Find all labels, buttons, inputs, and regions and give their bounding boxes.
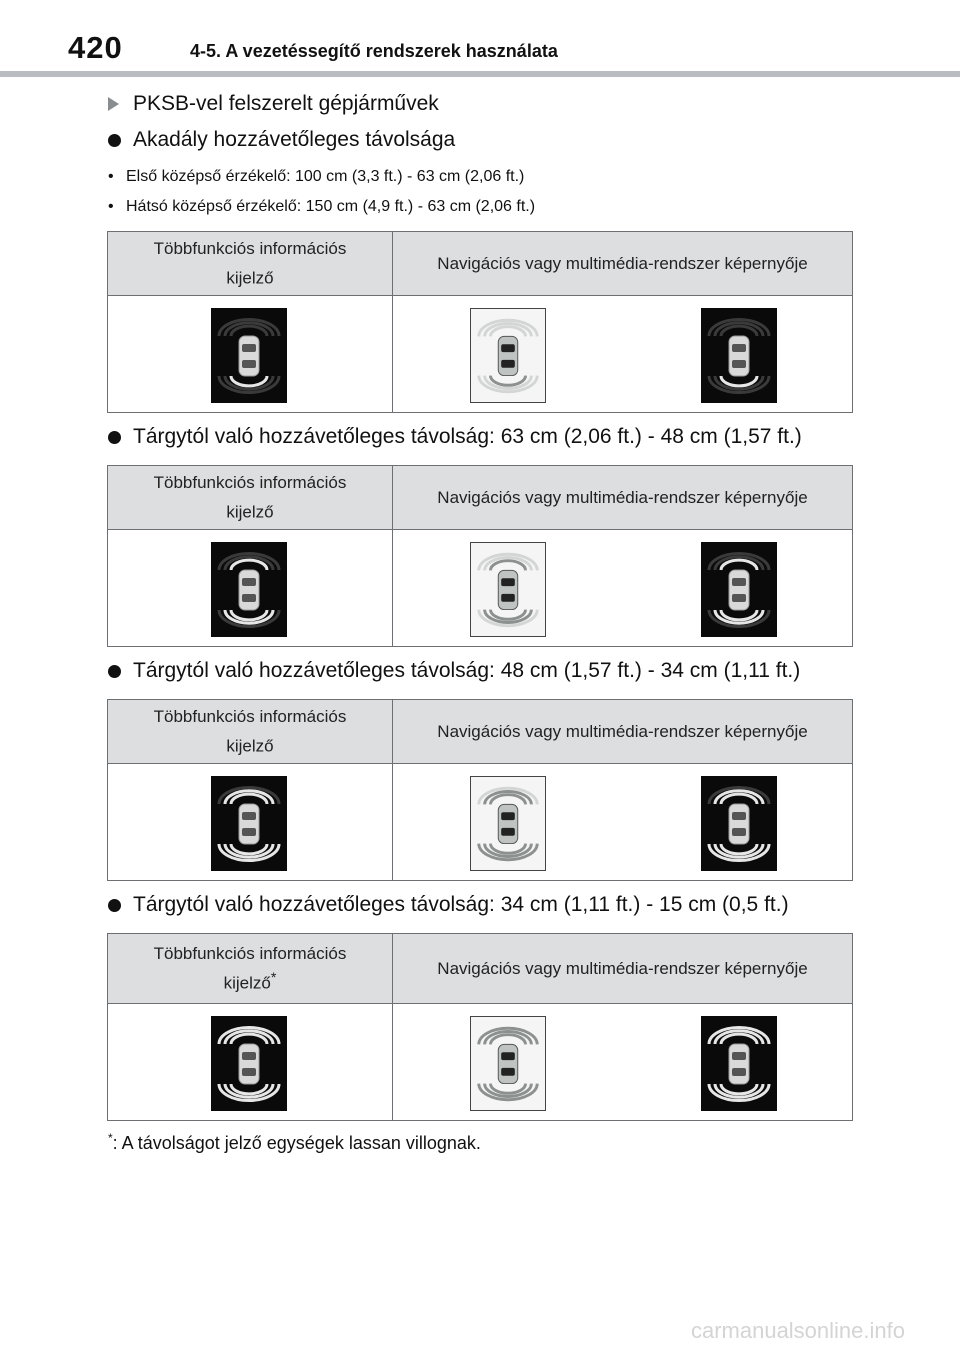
distance-heading-text: Akadály hozzávetőleges távolsága	[133, 128, 456, 151]
bullet-item: • Első középső érzékelő: 100 cm (3,3 ft.) - 63 cm (2,06 ft.)	[108, 168, 525, 185]
table-header-nav: Navigációs vagy multimédia-rendszer képernyője	[393, 700, 853, 764]
nav-car-image-light	[470, 776, 546, 871]
bullet-dot-icon	[108, 665, 121, 678]
watermark: carmanualsonline.info	[690, 1318, 905, 1343]
table-header-mid: Többfunkciós információs kijelző*	[108, 934, 393, 1004]
page-number: 420	[68, 30, 123, 65]
car-top-view-icon	[471, 1017, 545, 1110]
car-top-view-icon	[701, 542, 777, 637]
car-top-view-icon	[211, 308, 287, 403]
nav-car-image-dark	[701, 308, 777, 403]
car-top-view-icon	[471, 309, 545, 402]
mid-display-cell	[108, 296, 393, 413]
display-table	[107, 231, 853, 413]
nav-car-image-dark	[701, 542, 777, 637]
nav-display-cell	[393, 764, 853, 881]
car-top-view-icon	[211, 1016, 287, 1111]
footnote-marker: *	[270, 970, 277, 987]
nav-display-cell	[393, 1004, 853, 1121]
display-table	[107, 933, 853, 1121]
mid-display-cell	[108, 1004, 393, 1121]
distance-heading-text: Tárgytól való hozzávetőleges távolság: 34 cm (1,11 ft.) - 15 cm (0,5 ft.)	[133, 893, 789, 916]
bullet-dot-icon	[108, 899, 121, 912]
table-header-mid: Többfunkciós információs kijelző	[108, 232, 393, 296]
car-top-view-icon	[211, 542, 287, 637]
car-top-view-icon	[701, 776, 777, 871]
nav-car-image-light	[470, 1016, 546, 1111]
nav-car-image-light	[470, 542, 546, 637]
bullet-text: Hátsó középső érzékelő: 150 cm (4,9 ft.) - 63 cm (2,06 ft.)	[126, 198, 536, 215]
mid-car-image	[211, 776, 287, 871]
nav-car-image-dark	[701, 776, 777, 871]
distance-heading	[108, 893, 789, 917]
nav-display-cell	[393, 530, 853, 647]
car-top-view-icon	[701, 308, 777, 403]
table-header-nav: Navigációs vagy multimédia-rendszer képernyője	[393, 466, 853, 530]
distance-heading	[108, 128, 455, 152]
footnote-marker: *	[108, 1131, 113, 1145]
chapter-title: 4-5. A vezetéssegítő rendszerek használata	[190, 41, 558, 61]
distance-heading-text: Tárgytól való hozzávetőleges távolság: 48 cm (1,57 ft.) - 34 cm (1,11 ft.)	[133, 659, 801, 682]
arrow-right-icon	[108, 97, 119, 111]
car-top-view-icon	[471, 543, 545, 636]
footnote	[108, 1131, 481, 1154]
mid-car-image	[211, 542, 287, 637]
table-header-nav: Navigációs vagy multimédia-rendszer képernyője	[393, 232, 853, 296]
mid-display-cell	[108, 764, 393, 881]
footnote-text: : A távolságot jelző egységek lassan villognak.	[112, 1133, 481, 1153]
nav-display-cell	[393, 296, 853, 413]
car-top-view-icon	[211, 776, 287, 871]
table-header-mid: Többfunkciós információs kijelző	[108, 466, 393, 530]
nav-car-image-light	[470, 308, 546, 403]
bullet-dot-icon	[108, 431, 121, 444]
page-header	[0, 0, 960, 80]
table-header-mid: Többfunkciós információs kijelző	[108, 700, 393, 764]
car-top-view-icon	[701, 1016, 777, 1111]
mid-display-cell	[108, 530, 393, 647]
section-heading	[108, 92, 439, 116]
distance-heading	[108, 425, 802, 449]
display-table	[107, 465, 853, 647]
table-header-nav: Navigációs vagy multimédia-rendszer képernyője	[393, 934, 853, 1004]
distance-heading	[108, 659, 800, 683]
display-table	[107, 699, 853, 881]
nav-car-image-dark	[701, 1016, 777, 1111]
distance-heading-text: Tárgytól való hozzávetőleges távolság: 63 cm (2,06 ft.) - 48 cm (1,57 ft.)	[133, 425, 802, 448]
mid-car-image	[211, 308, 287, 403]
bullet-item: • Hátsó középső érzékelő: 150 cm (4,9 ft.) - 63 cm (2,06 ft.)	[108, 198, 536, 215]
section-heading-text: PKSB-vel felszerelt gépjárművek	[133, 92, 439, 115]
car-top-view-icon	[471, 777, 545, 870]
header-divider	[0, 71, 960, 77]
mid-car-image	[211, 1016, 287, 1111]
bullet-dot-icon	[108, 134, 121, 147]
bullet-text: Első középső érzékelő: 100 cm (3,3 ft.) - 63 cm (2,06 ft.)	[126, 168, 525, 185]
